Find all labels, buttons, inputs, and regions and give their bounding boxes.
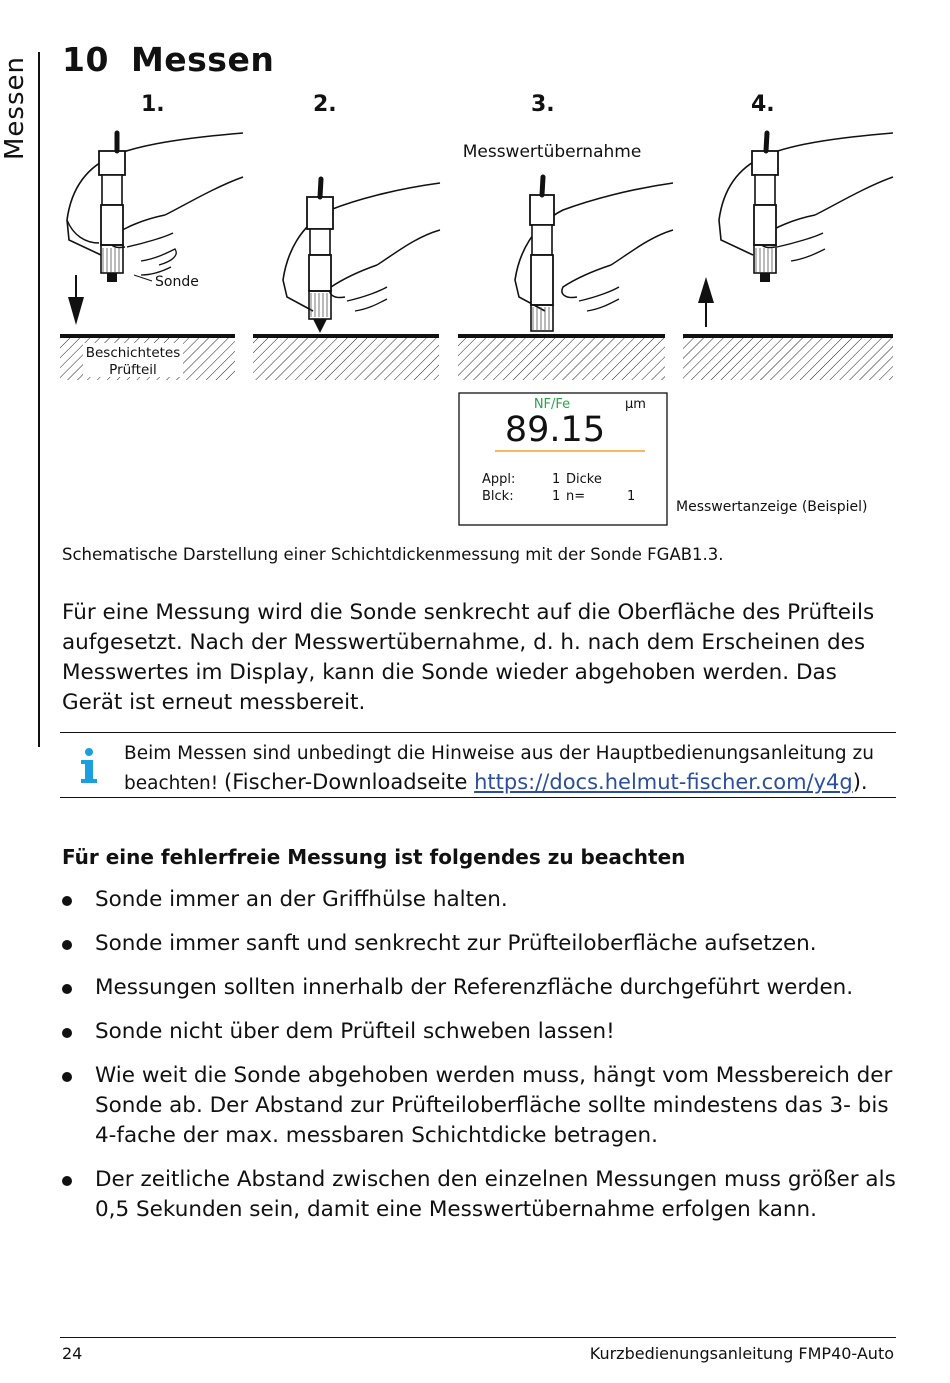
down-arrow-icon xyxy=(68,297,84,325)
list-item-text: Der zeitliche Abstand zwischen den einzelnen Messungen muss größer als 0,5 Sekunden sein, damit eine Messwertübernahme erfolgen kann. xyxy=(95,1167,896,1222)
step-2-panel xyxy=(253,179,440,380)
display-appl-value: 1 xyxy=(552,472,561,487)
display-caption: Messwertanzeige (Beispiel) xyxy=(676,499,868,515)
step-3-label: Messwertübernahme xyxy=(462,142,642,162)
list-item xyxy=(62,929,902,959)
bullet-icon xyxy=(62,1176,72,1186)
list-item-text: Sonde immer an der Griffhülse halten. xyxy=(95,887,508,912)
probe-4-body xyxy=(752,151,778,175)
step-4-number: 4. xyxy=(751,92,775,117)
list-item xyxy=(62,1017,902,1047)
part-label-line1: Beschichtetes xyxy=(85,345,181,361)
bullet-icon xyxy=(62,940,72,950)
requirements-heading: Für eine fehlerfreie Messung ist folgendes zu beachten xyxy=(62,845,686,869)
display-blck-label: Blck: xyxy=(482,489,514,504)
side-rule xyxy=(38,52,40,747)
list-item xyxy=(62,1061,902,1151)
probe-2-body xyxy=(307,197,333,229)
document-title: Kurzbedienungsanleitung FMP40-Auto xyxy=(589,1344,894,1363)
note-bottom-rule xyxy=(60,797,896,798)
list-item-text: Wie weit die Sonde abgehoben werden muss, hängt vom Messbereich der Sonde ab. Der Abstand zur Prüfteiloberfläche sollte mindestens das 3- bis 4-fache der max. messbaren Schichtdicke betragen. xyxy=(95,1063,893,1148)
side-chapter-tab xyxy=(0,58,38,158)
note-text-part1: Beim Messen sind unbedingt die Hinweise aus der Hauptbedienungsanleitung zu beachten! xyxy=(124,743,874,794)
step-2-number: 2. xyxy=(313,92,337,117)
chapter-heading xyxy=(62,40,274,79)
measurement-display xyxy=(459,393,667,525)
display-n-label: n= xyxy=(566,489,586,504)
step-3-panel xyxy=(458,142,673,380)
note-top-rule xyxy=(60,732,896,733)
display-mode: NF/Fe xyxy=(533,397,571,412)
intro-paragraph: Für eine Messung wird die Sonde senkrecht auf die Oberfläche des Prüfteils aufgesetzt. Nach der Messwertübernahme, d. h. nach dem Erscheinen des Messwertes im Display, kann die Sonde wieder abgehoben werden. Das Gerät ist erneut messbereit. xyxy=(62,600,875,715)
list-item xyxy=(62,973,902,1003)
download-link[interactable]: https://docs.helmut-fischer.com/y4g xyxy=(474,770,853,794)
chapter-number: 10 xyxy=(62,40,109,79)
display-n-value: 1 xyxy=(627,489,636,504)
list-item-text: Sonde immer sanft und senkrecht zur Prüfteiloberfläche aufsetzen. xyxy=(95,931,817,956)
probe-1-body xyxy=(99,151,125,175)
step-3-number: 3. xyxy=(531,92,555,117)
info-icon xyxy=(78,746,100,786)
display-appl-label: Appl: xyxy=(482,472,516,487)
footer-rule xyxy=(60,1337,896,1338)
step-1-number: 1. xyxy=(141,92,165,117)
list-item-text: Messungen sollten innerhalb der Referenzfläche durchgeführt werden. xyxy=(95,975,854,1000)
note-text xyxy=(124,740,894,798)
requirements-list xyxy=(62,885,902,1239)
bullet-icon xyxy=(62,1072,72,1082)
list-item-text: Sonde nicht über dem Prüfteil schweben lassen! xyxy=(95,1019,615,1044)
note-text-part2: (Fischer-Downloadseite xyxy=(224,770,475,794)
display-blck-value: 1 xyxy=(552,489,561,504)
note-text-part3: ). xyxy=(852,770,868,794)
step-4-panel xyxy=(683,133,893,380)
part-label-line2: Prüfteil xyxy=(109,362,157,378)
side-tab-label: Messen xyxy=(0,56,30,160)
display-appl-mode: Dicke xyxy=(566,472,602,487)
bullet-icon xyxy=(62,984,72,994)
display-unit: µm xyxy=(625,397,646,412)
figure-caption: Schematische Darstellung einer Schichtdickenmessung mit der Sonde FGAB1.3. xyxy=(62,545,724,564)
step-1-panel xyxy=(60,133,243,380)
measurement-steps-illustration xyxy=(55,115,900,535)
probe-3-body xyxy=(530,195,554,225)
list-item xyxy=(62,1165,902,1225)
page-number: 24 xyxy=(62,1344,83,1363)
probe-label: Sonde xyxy=(155,274,199,290)
up-arrow-icon xyxy=(698,277,714,303)
chapter-title: Messen xyxy=(130,40,275,79)
bullet-icon xyxy=(62,896,72,906)
bullet-icon xyxy=(62,1028,72,1038)
display-value: 89.15 xyxy=(504,410,606,450)
list-item xyxy=(62,885,902,915)
